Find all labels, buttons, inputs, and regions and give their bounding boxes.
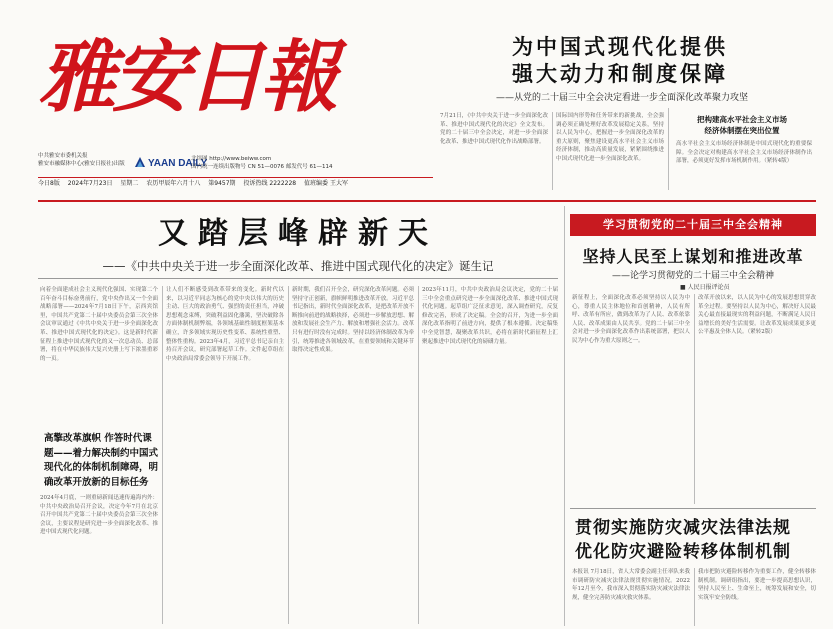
top-headline-line: 为中国式现代化提供 [512, 35, 728, 59]
publisher-line: 中共雅安市委机关报 [38, 153, 88, 159]
main-subtitle: ——《中共中央关于进一步全面深化改革、推进中国式现代化的决定》诞生记 [102, 259, 494, 273]
commentary-column: 新征程上，全面深化改革必须坚持以人民为中心，尊重人民主体地位和首创精神，人民有所呼、改革有所应，做到改革为了人民、改革依靠人民、改革成果由人民共享。党的二十届三中全会对进一步全面深化改革作出系统部署，把以人民为中心作为重大原则之一。 [572, 295, 690, 344]
top-headline-line: 强大动力和制度保障 [512, 62, 728, 86]
column-divider [668, 108, 669, 190]
date-bar [38, 177, 433, 190]
side-box-title-line: 经济体制摆在突出位置 [704, 126, 780, 135]
publisher-line: 雅安市融媒体中心(雅安日报社)出版 [38, 161, 125, 167]
lunar-date: 农历甲辰年六月十八 [146, 180, 201, 187]
english-name: YAAN DAILY [148, 158, 208, 169]
side-box-title [672, 114, 812, 136]
main-story-column: 让人们不断感受到改革带来的变化。新时代以来，以习近平同志为核心的党中央以伟大的历史主动、巨大的政治勇气、强烈的责任担当，冲破思想观念束缚，突破利益固化藩篱，坚决破除各方面体制机制弊端，各领域基础性制度框架基本确立，许多领域实现历史性变革、系统性重塑、整体性重构。2023年4月，习近平总书记亲自主持召开会议，研究部署起草工作。文件起草组在中央政治局常委会领导下开展工作。 [166, 287, 284, 362]
top-story-column: 7月21日，《中共中央关于进一步全面深化改革、推进中国式现代化的决定》全文发布。党的二十届三中全会决定，对进一步全面深化改革、推进中国式现代化作出战略部署。 [440, 113, 548, 145]
publisher-info [38, 152, 128, 168]
column-divider [552, 112, 553, 190]
issue-date: 2024年7月23日 [67, 180, 113, 187]
side-box-text: 高水平社会主义市场经济体制是中国式现代化的重要保障。全会决定对构建高水平社会主义市场经济体制作出部署，必须更好发挥市场机制作用。（紧转4版） [676, 141, 812, 165]
column-divider [564, 206, 565, 626]
column-divider [694, 568, 695, 626]
section-divider [38, 200, 816, 202]
column-divider [694, 294, 695, 504]
column-divider [288, 286, 289, 624]
main-story-column: 新时期，我们召开全会，研究深化改革问题。必须坚持守正创新，旗帜鲜明推进改革开放。习近平总书记指出，新时代全面深化改革，是把改革开放不断推向前进的战略抉择，必须进一步解放思想、解放和发展社会生产力、解放和增强社会活力。改革只有进行时没有完成时。坚持以经济体制改革为牵引，统筹推进各领域改革，在重要领域和关键环节取得决定性成果。 [292, 287, 414, 354]
main-story-column: 向着全面建成社会主义现代化强国、实现第二个百年奋斗目标奋勇前行，党中央作出又一个全面战略部署——2024年7月18日下午，京西宾馆里，中国共产党第二十届中央委员会第三次全体会议审议通过《中共中央关于进一步全面深化改革、推进中国式现代化的决定》。这是新时代新征程上推进中国式现代化的又一次总动员、总部署，将在中华民族伟大复兴史册上写下浓墨重彩的一页。 [40, 287, 158, 362]
top-subtitle: ——从党的二十届三中全会决定看进一步全面深化改革聚力攻坚 [495, 93, 748, 103]
main-headline: 又踏层峰辟新天 [158, 216, 438, 251]
masthead-logo: 雅安日報 [38, 32, 335, 123]
commentary-author: ■ 人民日报评论员 [680, 284, 730, 291]
main-story-column: 2023年11月，中共中央政治局会议决定，党的二十届三中全会重点研究进一步全面深化改革、推进中国式现代化问题。起草组广泛征求意见，深入调查研究，反复修改完善，形成了决定稿。全会的召开，为进一步全面深化改革指明了前进方向，提供了根本遵循。决定稿集中全党智慧，凝聚改革共识，必将在新时代新征程上汇聚起推进中国式现代化的磅礴力量。 [422, 287, 558, 345]
site-line: 北纬网 http://www.beiww.com [191, 156, 272, 162]
site-info [191, 155, 332, 171]
column-divider [162, 286, 163, 624]
page-count: 今日8版 [38, 180, 60, 187]
commentary-headline: 坚持人民至上谋划和推进改革 [582, 247, 804, 266]
duty-editor: 值班编委 王大军 [304, 180, 348, 187]
yaan-logo-icon [134, 156, 146, 168]
main-story-subhead: 高擎改革旗帜 作答时代课题——着力解决制约中国式现代化的体制机制障碍，明确改革开放新的目标任务 [44, 433, 159, 488]
issue-number: 第9457期 [208, 180, 236, 187]
weekday: 星期二 [120, 180, 139, 187]
hotline: 投诉热线 2222228 [243, 180, 297, 187]
commentary-subtitle: ——论学习贯彻党的二十届三中全会精神 [611, 271, 774, 281]
top-headline [440, 34, 800, 88]
headline-rule [38, 278, 558, 279]
column-divider [418, 286, 419, 624]
news-headline: 贯彻实施防灾减灾法律法规 优化防灾避险转移体制机制 [575, 518, 791, 562]
main-story-column: 2024年4月底，一则重磅新闻迅速传遍海内外：中共中央政治局召开会议，决定今年7月在北京召开中国共产党第二十届中央委员会第三次全体会议，主要议程是研究进一步全面深化改革、推进中国式现代化问题。 [40, 495, 158, 536]
commentary-column: 改革开放以来，以人民为中心的发展思想贯穿改革全过程。要坚持以人民为中心，解决好人民最关心最直接最现实的利益问题，不断满足人民日益增长的美好生活需要。让改革发展成果更多更公平惠及全体人民。（紧转2版） [698, 295, 816, 336]
section-divider [570, 508, 816, 509]
side-box-title-line: 把构建高水平社会主义市场 [697, 115, 787, 124]
top-story-column: 国际国内形势和任务带来的新挑战，全会强调必须正确处理好改革发展稳定关系，坚持以人民为中心，把握进一步全面深化改革的重大原则，聚焦建设更高水平社会主义市场经济体制，推动高质量发展，紧紧围绕推进中国式现代化进一步全面深化改革。 [556, 113, 664, 162]
section-banner: 学习贯彻党的二十届三中全会精神 [570, 214, 816, 236]
news-column: 我市把防灾避险转移作为重要工作，健全转移体制机制。调研组指出，要进一步提高思想认识，坚持人民至上、生命至上，统筹发展和安全，切实筑牢安全防线。 [698, 569, 816, 601]
news-column: 本报讯 7月18日，省人大常委会副主任率队来我市调研防灾减灾法律法规贯彻实施情况。2022年12月至今，我市深入贯彻落实防灾减灾法律法规，健全完善防灾减灾救灾体系。 [572, 569, 690, 601]
site-line: 国内统一连续出版物号 CN 51—0076 邮发代号 61—114 [191, 164, 333, 170]
